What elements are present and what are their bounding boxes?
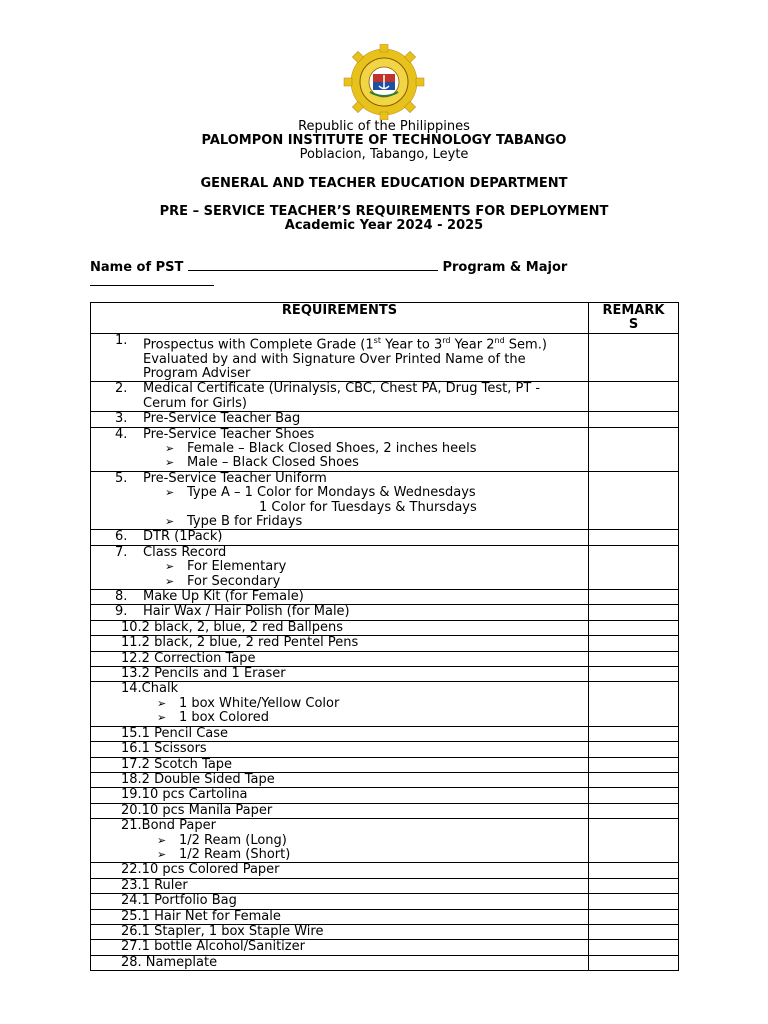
program-blank[interactable] <box>90 274 214 286</box>
requirements-table <box>90 302 679 971</box>
table-row <box>91 726 679 741</box>
item-number: 4. <box>115 426 128 442</box>
item-text: 15.1 Pencil Case <box>121 725 229 741</box>
item-text: 20.10 pcs Manila Paper <box>121 802 273 818</box>
item-text: Medical Certificate (Urinalysis, CBC, Chest PA, Drug Test, PT - <box>143 381 541 397</box>
item-number: 9. <box>115 604 128 620</box>
item-text: 25.1 Hair Net for Female <box>121 908 281 924</box>
table-row <box>91 757 679 772</box>
sub-item-text: Type A – 1 Color for Mondays & Wednesdays <box>187 485 476 501</box>
item-text: 10.2 black, 2, blue, 2 red Ballpens <box>121 619 343 635</box>
name-label: Name of PST <box>90 260 184 275</box>
item-number: 7. <box>115 544 128 560</box>
item-text: 27.1 bottle Alcohol/Sanitizer <box>121 939 305 955</box>
sub-item-text: Male – Black Closed Shoes <box>187 455 359 471</box>
item-text: 14.Chalk <box>121 681 179 697</box>
sub-item-text: 1/2 Ream (Long) <box>179 832 287 848</box>
remarks-cell[interactable] <box>589 909 679 924</box>
sub-item-text: 1 Color for Tuesdays & Thursdays <box>259 499 477 515</box>
remarks-cell[interactable] <box>589 894 679 909</box>
item-text: 26.1 Stapler, 1 box Staple Wire <box>121 923 324 939</box>
arrow-bullet-icon: ➢ <box>165 574 175 588</box>
arrow-bullet-icon: ➢ <box>165 441 175 455</box>
document-title: PRE – SERVICE TEACHER’S REQUIREMENTS FOR DEPLOYMENT <box>159 204 609 219</box>
table-row <box>91 620 679 635</box>
remarks-cell[interactable] <box>589 682 679 726</box>
table-header-row <box>91 303 679 334</box>
remarks-cell[interactable] <box>589 605 679 620</box>
item-text: 18.2 Double Sided Tape <box>121 771 275 787</box>
sub-item-text: 1/2 Ream (Short) <box>179 846 291 862</box>
remarks-cell[interactable] <box>589 636 679 651</box>
table-row <box>91 530 679 545</box>
remarks-cell[interactable] <box>589 651 679 666</box>
table-row <box>91 412 679 427</box>
item-text: 22.10 pcs Colored Paper <box>121 862 280 878</box>
table-row <box>91 955 679 970</box>
item-text: Cerum for Girls) <box>143 395 247 411</box>
remarks-cell[interactable] <box>589 382 679 412</box>
remarks-header-line2: S <box>628 317 639 333</box>
remarks-cell[interactable] <box>589 620 679 635</box>
table-row <box>91 427 679 471</box>
table-row <box>91 788 679 803</box>
table-row <box>91 772 679 787</box>
sub-item-text: For Elementary <box>187 559 287 575</box>
item-text: 21.Bond Paper <box>121 818 216 834</box>
item-text: Pre-Service Teacher Bag <box>143 411 301 427</box>
institution-name: PALOMPON INSTITUTE OF TECHNOLOGY TABANGO <box>201 133 567 148</box>
item-text: Class Record <box>143 544 227 560</box>
item-text: 19.10 pcs Cartolina <box>121 787 248 803</box>
table-row <box>91 819 679 863</box>
arrow-bullet-icon: ➢ <box>157 696 167 710</box>
table-row <box>91 909 679 924</box>
remarks-cell[interactable] <box>589 667 679 682</box>
sub-item-text: For Secondary <box>187 573 281 589</box>
arrow-bullet-icon: ➢ <box>157 711 167 725</box>
item-text: Hair Wax / Hair Polish (for Male) <box>143 604 350 620</box>
table-row <box>91 924 679 939</box>
table-row <box>91 894 679 909</box>
program-blank-line <box>90 274 214 290</box>
remarks-cell[interactable] <box>589 803 679 818</box>
remarks-cell[interactable] <box>589 878 679 893</box>
name-program-line <box>90 259 567 275</box>
table-row <box>91 878 679 893</box>
sub-item-text: 1 box Colored <box>179 710 269 726</box>
table-row <box>91 605 679 620</box>
remarks-header <box>589 303 679 334</box>
table-row <box>91 803 679 818</box>
remarks-header-line1: REMARK <box>602 303 665 318</box>
table-row <box>91 863 679 878</box>
item-text: 17.2 Scotch Tape <box>121 756 233 772</box>
item-number: 6. <box>115 529 128 545</box>
item-number: 3. <box>115 411 128 427</box>
remarks-cell[interactable] <box>589 863 679 878</box>
requirements-header: REQUIREMENTS <box>91 303 589 334</box>
item-text: DTR (1Pack) <box>143 529 223 545</box>
item-text: Evaluated by and with Signature Over Printed Name of the <box>143 351 526 367</box>
item-text: 11.2 black, 2 blue, 2 red Pentel Pens <box>121 635 359 651</box>
arrow-bullet-icon: ➢ <box>165 560 175 574</box>
remarks-cell[interactable] <box>589 530 679 545</box>
item-text: 12.2 Correction Tape <box>121 650 256 666</box>
remarks-cell[interactable] <box>589 788 679 803</box>
item-text: Pre-Service Teacher Uniform <box>143 470 327 486</box>
table-row <box>91 682 679 726</box>
arrow-bullet-icon: ➢ <box>157 847 167 861</box>
remarks-cell[interactable] <box>589 726 679 741</box>
remarks-cell[interactable] <box>589 955 679 970</box>
arrow-bullet-icon: ➢ <box>165 456 175 470</box>
remarks-cell[interactable] <box>589 471 679 530</box>
remarks-cell[interactable] <box>589 412 679 427</box>
item-text: 24.1 Portfolio Bag <box>121 893 237 909</box>
sub-item-text: 1 box White/Yellow Color <box>179 695 340 711</box>
item-number: 2. <box>115 381 128 397</box>
arrow-bullet-icon: ➢ <box>157 833 167 847</box>
remarks-cell[interactable] <box>589 757 679 772</box>
table-row <box>91 590 679 605</box>
program-label: Program & Major <box>442 260 568 275</box>
item-number: 1. <box>115 332 128 348</box>
sub-item-text: Female – Black Closed Shoes, 2 inches heels <box>187 440 477 456</box>
remarks-cell[interactable] <box>589 545 679 589</box>
remarks-cell[interactable] <box>589 772 679 787</box>
table-row <box>91 667 679 682</box>
table-row <box>91 742 679 757</box>
remarks-cell[interactable] <box>589 427 679 471</box>
arrow-bullet-icon: ➢ <box>165 486 175 500</box>
table-row <box>91 333 679 382</box>
item-text: Program Adviser <box>143 365 251 381</box>
table-row <box>91 636 679 651</box>
remarks-cell[interactable] <box>589 590 679 605</box>
item-text: 16.1 Scissors <box>121 741 207 757</box>
item-number: 5. <box>115 470 128 486</box>
school-seal-logo <box>340 44 428 120</box>
table-row <box>91 940 679 955</box>
item-text: Make Up Kit (for Female) <box>143 589 304 605</box>
institution-address: Poblacion, Tabango, Leyte <box>299 147 469 162</box>
item-text: 23.1 Ruler <box>121 877 188 893</box>
remarks-cell[interactable] <box>589 333 679 382</box>
item-text: Pre-Service Teacher Shoes <box>143 426 315 442</box>
academic-year: Academic Year 2024 - 2025 <box>284 218 484 233</box>
table-row <box>91 651 679 666</box>
arrow-bullet-icon: ➢ <box>165 515 175 529</box>
remarks-cell[interactable] <box>589 742 679 757</box>
name-blank[interactable] <box>188 259 438 271</box>
table-row <box>91 545 679 589</box>
table-row <box>91 471 679 530</box>
department-name: GENERAL AND TEACHER EDUCATION DEPARTMENT <box>200 176 568 191</box>
item-text: 28. Nameplate <box>121 954 218 970</box>
remarks-cell[interactable] <box>589 819 679 863</box>
item-text: Prospectus with Complete Grade (1st Year to 3rd Year 2nd Sem.) <box>143 335 547 353</box>
country-line: Republic of the Philippines <box>298 119 470 134</box>
sub-item-text: Type B for Fridays <box>187 514 303 530</box>
remarks-cell[interactable] <box>589 940 679 955</box>
item-number: 8. <box>115 589 128 605</box>
remarks-cell[interactable] <box>589 924 679 939</box>
item-text: 13.2 Pencils and 1 Eraser <box>121 666 286 682</box>
table-row <box>91 382 679 412</box>
